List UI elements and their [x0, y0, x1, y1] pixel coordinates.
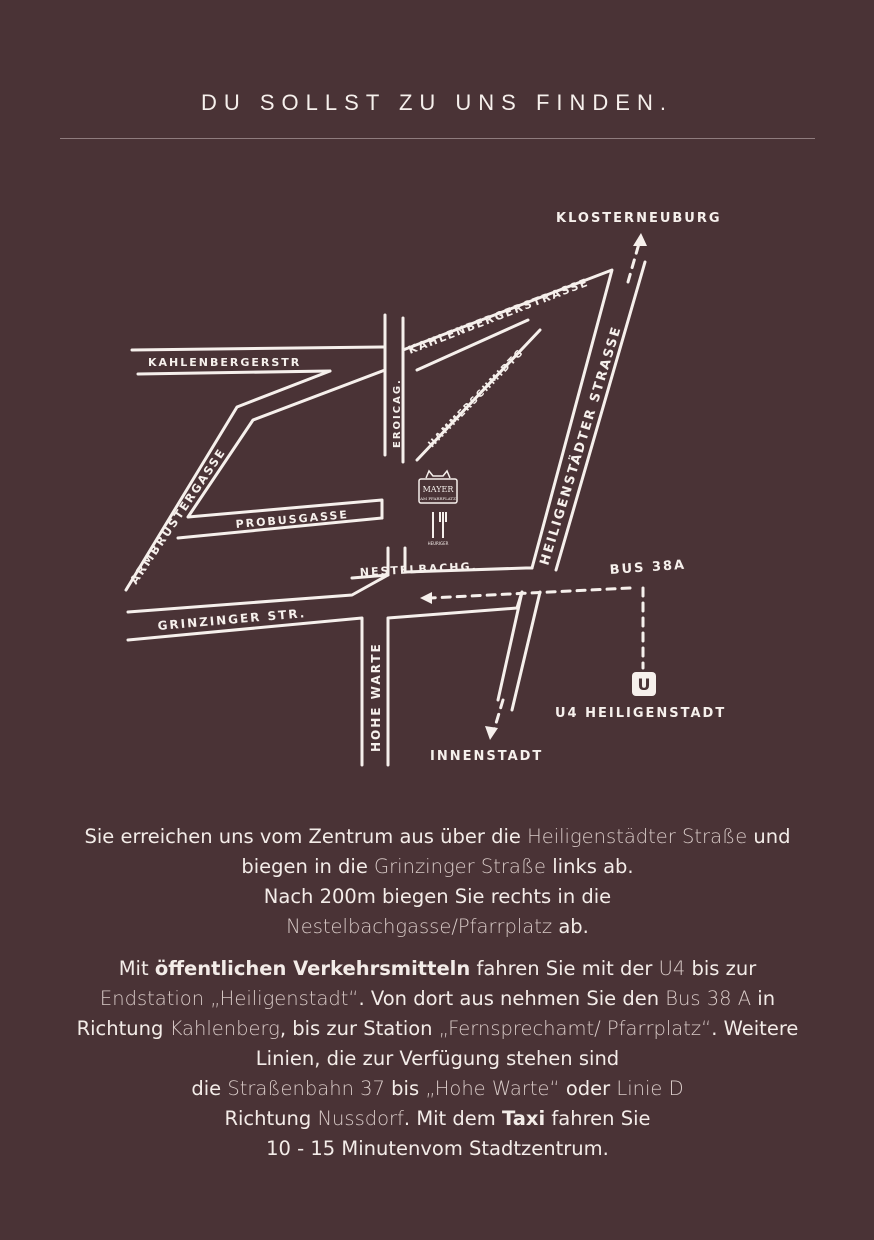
label-eroicag: EROICAG.	[392, 378, 403, 448]
label-hammerschmidtg: HAMMERSCHMIDTG	[426, 346, 527, 451]
svg-text:U: U	[637, 675, 651, 694]
route-klosterneuburg	[628, 240, 640, 282]
page-title: DU SOLLST ZU UNS FINDEN.	[201, 90, 673, 115]
label-nestelbachg: NESTELBACHG.	[359, 559, 479, 579]
arrow-icon	[633, 233, 647, 246]
svg-text:MAYER: MAYER	[422, 485, 454, 494]
label-u4: U4 HEILIGENSTADT	[555, 706, 727, 721]
arrow-icon	[485, 726, 498, 740]
label-probusgasse: PROBUSGASSE	[235, 508, 350, 531]
directions-public-transport: Mit öffentlichen Verkehrsmitteln fahren Sie mit der U4 bis zur Endstation „Heiligenstadt“. Von dort aus nehmen Sie den Bus 38 A in Richtung Kahlenberg, bis zur Station „Fernsprechamt/ Pfarrplatz“. Weitere Linien, die zur Verfügung stehen sind die Straßenbahn 37 bis „Hohe Warte“ oder Linie D Richtung Nussdorf. Mit dem Taxi fahren Sie 10 - 15 Minutenvom Stadtzentrum.	[76, 957, 799, 1160]
label-kahlenbergerstr: KAHLENBERGERSTR	[148, 356, 302, 369]
arrow-icon	[420, 592, 432, 604]
street-armbrustergasse	[126, 370, 385, 590]
label-kahlenbergerstrasse: KAHLENBERGERSTRASSE	[406, 275, 591, 357]
svg-text:AM PFARRPLATZ: AM PFARRPLATZ	[420, 496, 456, 501]
label-armbrustergasse: ARMBRUSTERGASSE	[126, 445, 229, 587]
label-hohe-warte: HOHE WARTE	[369, 642, 383, 752]
route-innenstadt	[494, 700, 503, 730]
knife-fork-icon	[433, 512, 446, 538]
directions-car: Sie erreichen uns vom Zentrum aus über die Heiligenstädter Straße und biegen in die Grinzinger Straße links ab. Nach 200m biegen Sie rechts in die Nestelbachgasse/Pfarrplatz ab.	[84, 825, 791, 938]
street-grinzinger	[128, 575, 522, 765]
bus-route	[430, 588, 643, 668]
label-bus: BUS 38A	[609, 557, 687, 578]
label-grinzinger: GRINZINGER STR.	[157, 606, 307, 633]
label-heiligenstaedter: HEILIGENSTÄDTER STRASSE	[537, 323, 625, 568]
svg-text:HEURIGER: HEURIGER	[427, 541, 449, 546]
label-innenstadt: INNENSTADT	[430, 749, 544, 764]
label-klosterneuburg: KLOSTERNEUBURG	[556, 211, 722, 226]
